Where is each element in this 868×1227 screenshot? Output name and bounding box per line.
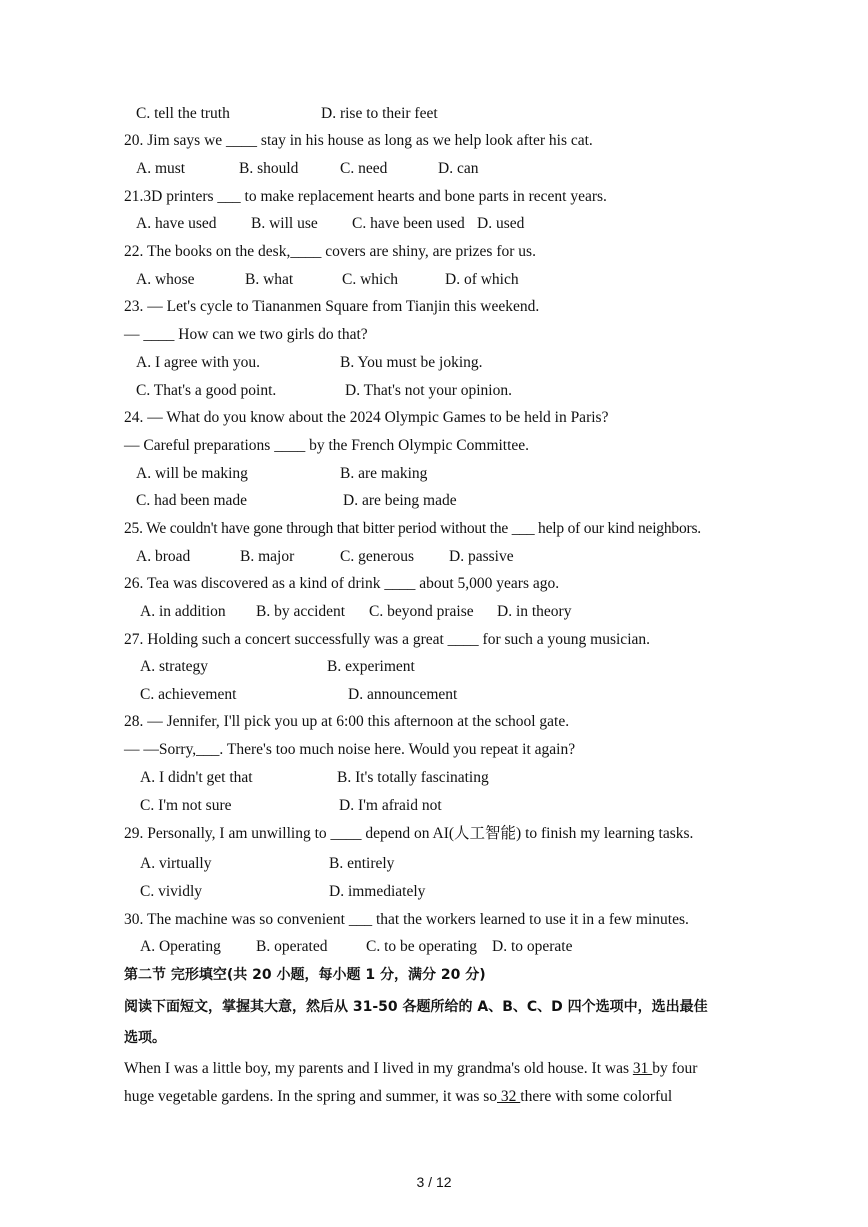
section-instructions-line1: 阅读下面短文，掌握其大意，然后从 31-50 各题所给的 A、B、C、D 四个选项中，选出最佳 — [124, 999, 708, 1015]
q23-stem-reply: — ____ How can we two girls do that? — [124, 326, 368, 343]
blank-32: 32 — [497, 1088, 521, 1105]
q30-option-c: C. to be operating — [366, 938, 478, 955]
q22-stem: 22. The books on the desk,____ covers are shiny, are prizes for us. — [124, 243, 536, 260]
q24-stem: 24. — What do you know about the 2024 Olympic Games to be held in Paris? — [124, 409, 609, 426]
q22-option-a: A. whose — [136, 271, 195, 288]
q20-option-d: D. can — [438, 160, 479, 177]
q27-option-b: B. experiment — [327, 658, 415, 675]
passage-text: When I was a little boy, my parents and I lived in my grandma's old house. It was — [124, 1060, 633, 1077]
q25-option-a: A. broad — [136, 548, 191, 565]
q19-option-c: C. tell the truth — [136, 105, 230, 122]
q24-option-b: B. are making — [340, 465, 428, 482]
q29-option-d: D. immediately — [329, 883, 426, 900]
q29-option-a: A. virtually — [140, 855, 212, 872]
q24-option-c: C. had been made — [136, 492, 248, 509]
q26-option-c: C. beyond praise — [369, 603, 474, 620]
q24-stem-reply: — Careful preparations ____ by the French Olympic Committee. — [124, 437, 530, 454]
q23-stem: 23. — Let's cycle to Tiananmen Square from Tianjin this weekend. — [124, 298, 540, 315]
q26-option-d: D. in theory — [497, 603, 572, 620]
section-heading: 第二节 完形填空(共 20 小题，每小题 1 分，满分 20 分) — [124, 967, 486, 983]
q28-stem-reply: — —Sorry,___. There's too much noise here. Would you repeat it again? — [124, 741, 576, 758]
q28-option-d: D. I'm afraid not — [339, 797, 442, 814]
q26-option-b: B. by accident — [256, 603, 346, 620]
q21-stem: 21.3D printers ___ to make replacement hearts and bone parts in recent years. — [124, 188, 607, 205]
q25-option-b: B. major — [240, 548, 295, 565]
q20-option-b: B. should — [239, 160, 299, 177]
q24-option-d: D. are being made — [343, 492, 457, 509]
q28-option-b: B. It's totally fascinating — [337, 769, 489, 786]
passage-text: huge vegetable gardens. In the spring and summer, it was so — [124, 1088, 498, 1105]
passage-text: there with some colorful — [520, 1088, 673, 1105]
page-number: 3 / 12 — [416, 1174, 452, 1190]
passage-text: by four — [652, 1060, 698, 1077]
q28-option-c: C. I'm not sure — [140, 797, 232, 814]
q26-stem: 26. Tea was discovered as a kind of drink ____ about 5,000 years ago. — [124, 575, 560, 592]
q27-option-a: A. strategy — [140, 658, 209, 675]
q20-option-a: A. must — [136, 160, 186, 177]
q30-option-d: D. to operate — [492, 938, 573, 955]
passage-line-1 — [124, 1059, 697, 1079]
q22-option-c: C. which — [342, 271, 398, 288]
q29-stem: 29. Personally, I am unwilling to ____ depend on AI(人工智能) to finish my learning tasks. — [124, 825, 694, 842]
q25-option-d: D. passive — [449, 548, 514, 565]
q29-option-b: B. entirely — [329, 855, 395, 872]
q25-option-c: C. generous — [340, 548, 415, 565]
q30-stem: 30. The machine was so convenient ___ that the workers learned to use it in a few minutes. — [124, 911, 689, 928]
q27-option-d: D. announcement — [348, 686, 458, 703]
passage-line-2 — [124, 1087, 672, 1107]
q21-option-b: B. will use — [251, 215, 318, 232]
q30-option-a: A. Operating — [140, 938, 221, 955]
q23-option-d: D. That's not your opinion. — [345, 382, 512, 399]
q22-option-b: B. what — [245, 271, 294, 288]
q20-option-c: C. need — [340, 160, 388, 177]
q26-option-a: A. in addition — [140, 603, 226, 620]
q27-stem: 27. Holding such a concert successfully was a great ____ for such a young musician. — [124, 631, 651, 648]
q28-stem: 28. — Jennifer, I'll pick you up at 6:00 this afternoon at the school gate. — [124, 713, 570, 730]
section-instructions-line2: 选项。 — [124, 1030, 166, 1046]
q23-option-b: B. You must be joking. — [340, 354, 483, 371]
q23-option-a: A. I agree with you. — [136, 354, 260, 371]
blank-31: 31 — [632, 1060, 653, 1077]
q29-option-c: C. vividly — [140, 883, 203, 900]
q24-option-a: A. will be making — [136, 465, 248, 482]
q25-stem: 25. We couldn't have gone through that bitter period without the ___ help of our kind neighbors. — [124, 520, 701, 537]
q22-option-d: D. of which — [445, 271, 519, 288]
q20-stem: 20. Jim says we ____ stay in his house as long as we help look after his cat. — [124, 132, 593, 149]
q28-option-a: A. I didn't get that — [140, 769, 253, 786]
q21-option-a: A. have used — [136, 215, 217, 232]
q23-option-c: C. That's a good point. — [136, 382, 277, 399]
q19-option-d: D. rise to their feet — [321, 105, 438, 122]
q21-option-d: D. used — [477, 215, 525, 232]
q21-option-c: C. have been used — [352, 215, 465, 232]
q27-option-c: C. achievement — [140, 686, 237, 703]
q30-option-b: B. operated — [256, 938, 328, 955]
